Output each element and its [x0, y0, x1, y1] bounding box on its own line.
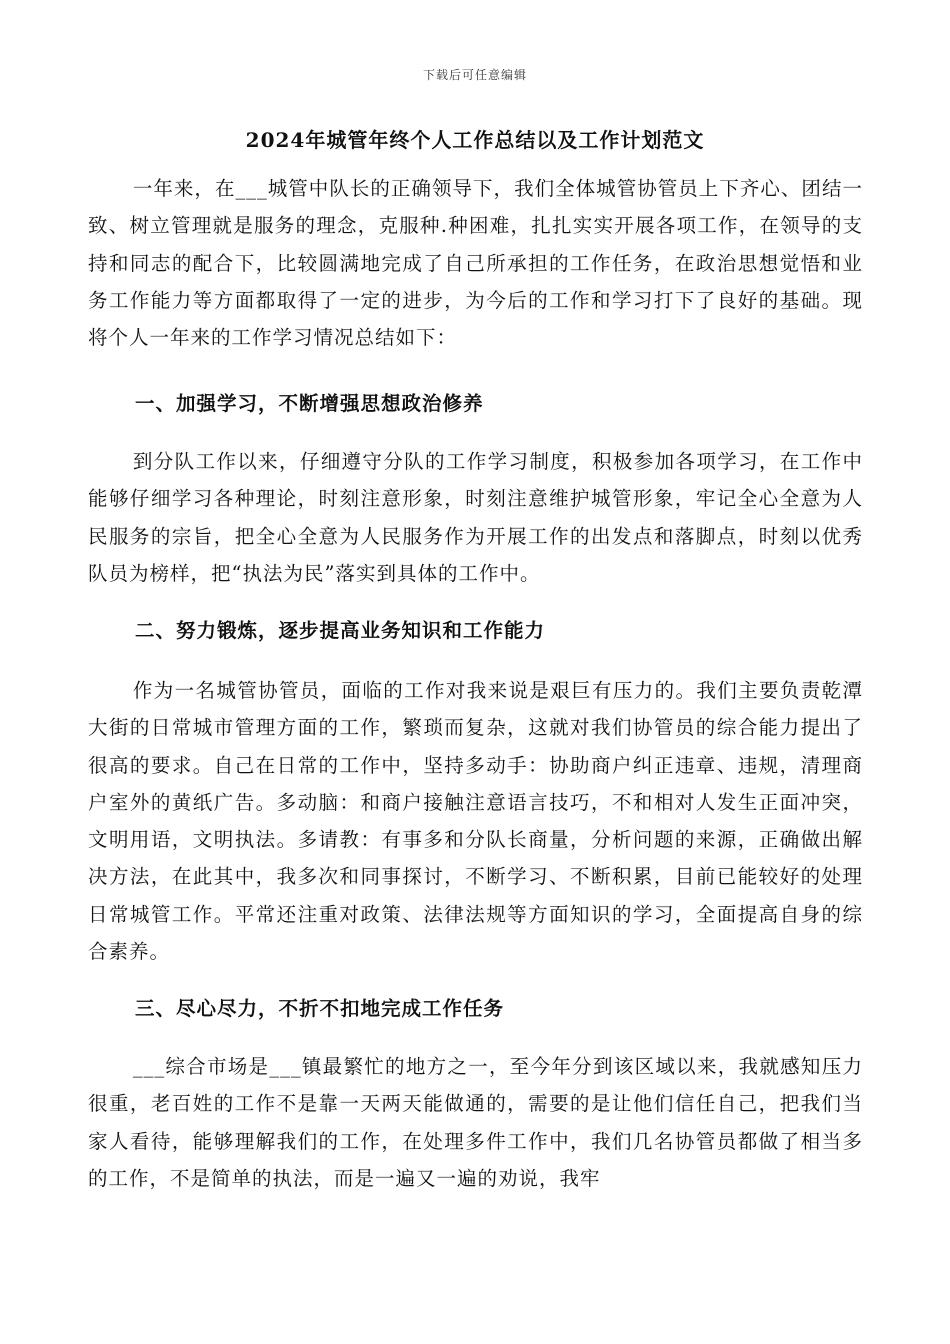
intro-paragraph: 一年来，在___城管中队长的正确领导下，我们全体城管协管员上下齐心、团结一致、树立管理就是服务的理念，克服种.种困难，扎扎实实开展各项工作，在领导的支持和同志的配合下，比较圆满地完成了自己所承担的工作任务，在政治思想觉悟和业务工作能力等方面都取得了一定的进步，为今后的工作和学习打下了良好的基础。现将个人一年来的工作学习情况总结如下： — [88, 177, 863, 350]
section-3-paragraph: ___综合市场是___镇最繁忙的地方之一，至今年分到该区域以来，我就感知压力很重，老百姓的工作不是靠一天两天能做通的，需要的是让他们信任自己，把我们当家人看待，能够理解我们的工作，在处理多件工作中，我们几名协管员都做了相当多的工作，不是简单的执法，而是一遍又一遍的劝说，我牢 — [88, 1055, 863, 1190]
header-note: 下载后可任意编辑 — [422, 68, 527, 82]
section-heading-2: 二、努力锻炼，逐步提高业务知识和工作能力 — [135, 619, 546, 642]
section-2-paragraph: 作为一名城管协管员，面临的工作对我来说是艰巨有压力的。我们主要负责乾潭大街的日常城市管理方面的工作，繁琐而复杂，这就对我们协管员的综合能力提出了很高的要求。自己在日常的工作中，坚持多动手：协助商户纠正违章、违规，清理商户室外的黄纸广告。多动脑：和商户接触注意语言技巧，不和相对人发生正面冲突，文明用语，文明执法。多请教：有事多和分队长商量，分析问题的来源，正确做出解决方法，在此其中，我多次和同事探讨，不断学习、不断积累，目前已能较好的处理日常城管工作。平常还注重对政策、法律法规等方面知识的学习，全面提高自身的综合素养。 — [88, 679, 863, 964]
section-heading-1: 一、加强学习，不断增强思想政治修养 — [135, 392, 484, 415]
document-title: 2024年城管年终个人工作总结以及工作计划范文 — [245, 128, 705, 152]
section-1-paragraph: 到分队工作以来，仔细遵守分队的工作学习制度，积极参加各项学习，在工作中能够仔细学习各种理论，时刻注意形象，时刻注意维护城管形象，牢记全心全意为人民服务的宗旨，把全心全意为人民服务作为开展工作的出发点和落脚点，时刻以优秀队员为榜样，把“执法为民”落实到具体的工作中。 — [88, 450, 863, 585]
section-heading-3: 三、尽心尽力，不折不扣地完成工作任务 — [135, 997, 505, 1020]
